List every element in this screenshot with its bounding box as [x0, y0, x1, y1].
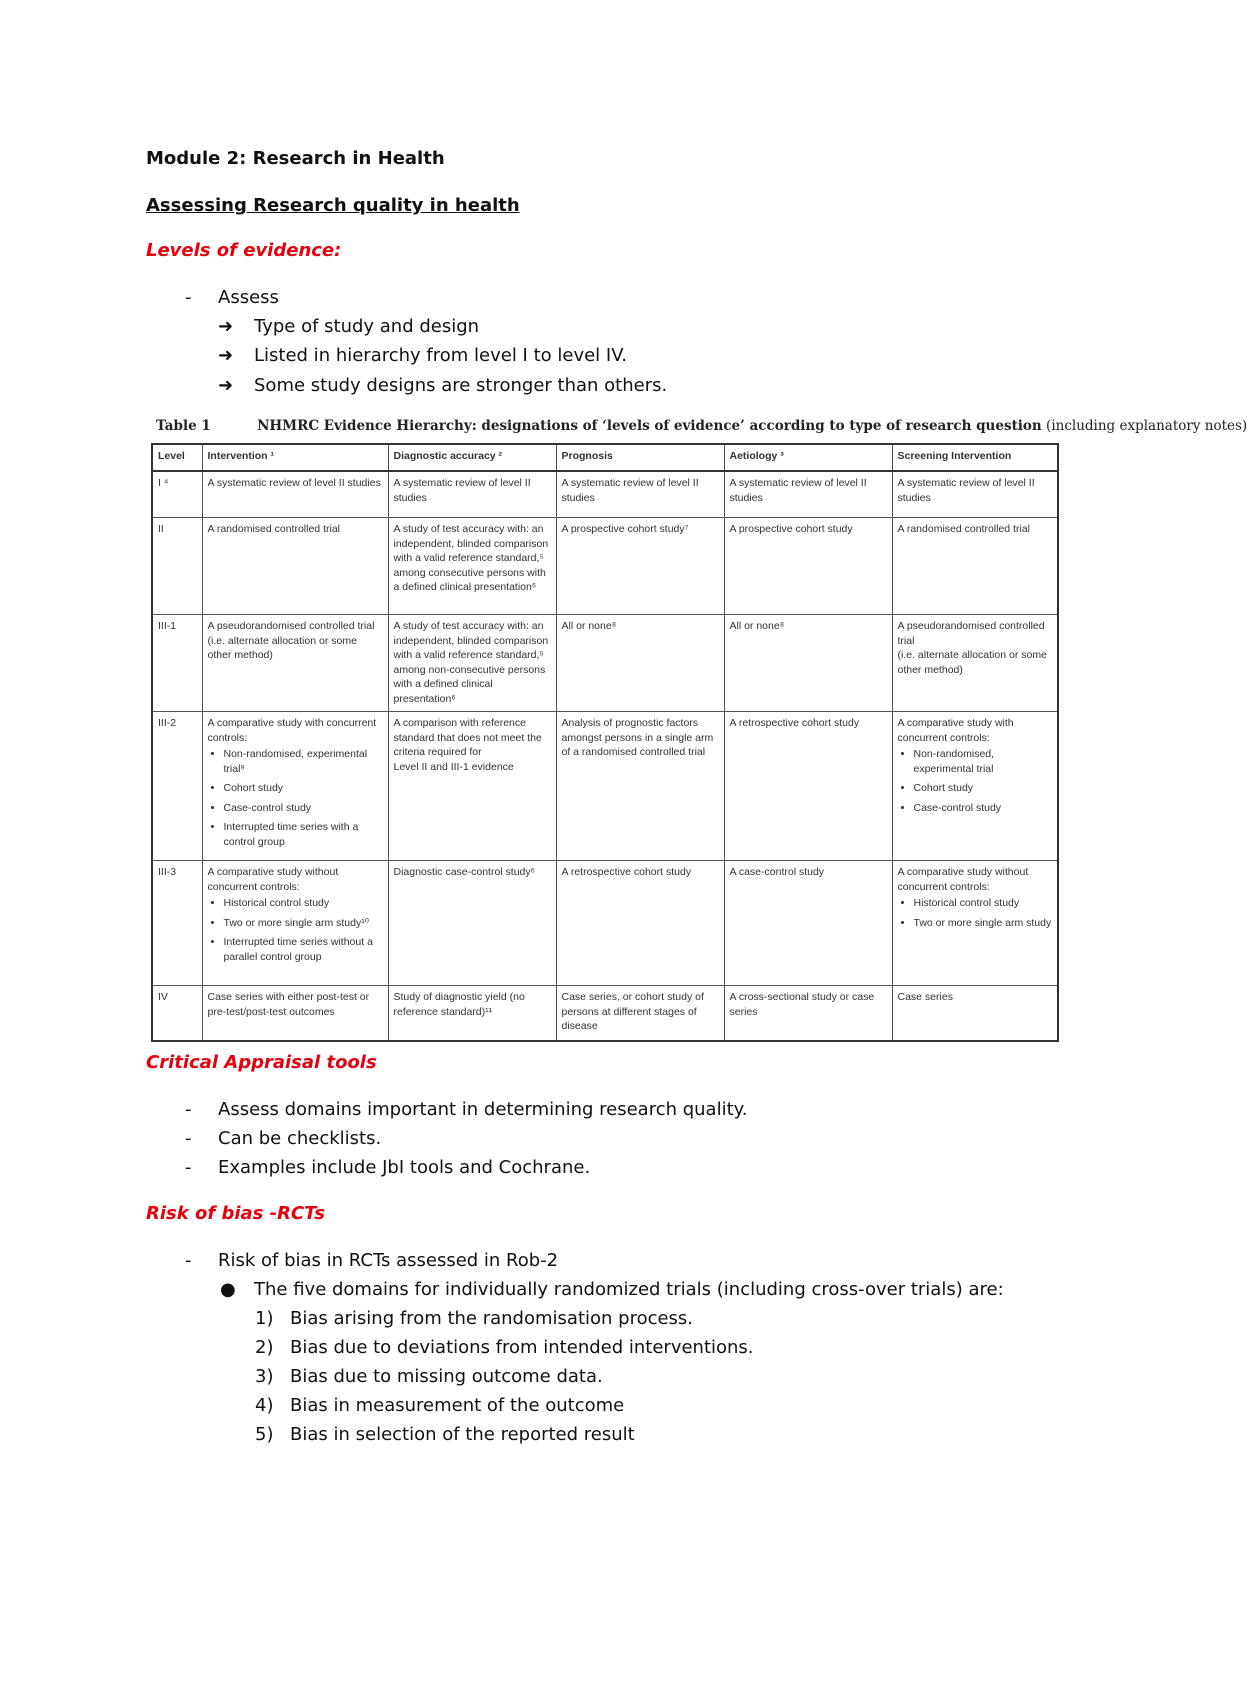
cell-list	[898, 747, 1053, 815]
table-cell: Case series, or cohort study of persons at different stages of disease	[556, 986, 724, 1042]
table-cell: A prospective cohort study⁷	[556, 518, 724, 615]
table-cell: Diagnostic case-control study⁶	[388, 861, 556, 986]
table-cell: A study of test accuracy with: an independent, blinded comparison with a valid reference standard,⁵ among non-consecutive persons with a defined clinical presentation⁶	[388, 615, 556, 712]
dash-marker: -	[185, 1157, 192, 1178]
cell-list	[898, 896, 1053, 930]
list-number: 1)	[255, 1308, 274, 1329]
column-header: Prognosis	[556, 444, 724, 471]
level-cell: III-2	[152, 712, 202, 861]
rob-heading: Risk of bias -RCTs	[146, 1203, 326, 1224]
critical-item: Examples include JbI tools and Cochrane.	[218, 1157, 591, 1178]
list-item: • Case-control study	[224, 801, 383, 816]
rob-domain: Bias in selection of the reported result	[290, 1424, 635, 1445]
table-row	[152, 712, 1058, 861]
table-cell: A systematic review of level II studies	[724, 471, 892, 518]
page-subtitle: Assessing Research quality in health	[146, 195, 520, 216]
rob-item: Risk of bias in RCTs assessed in Rob-2	[218, 1250, 559, 1271]
column-header: Level	[152, 444, 202, 471]
column-header: Screening Intervention	[892, 444, 1058, 471]
table-cell: A study of test accuracy with: an independent, blinded comparison with a valid reference standard,⁵ among consecutive persons with a defined clinical presentation⁶	[388, 518, 556, 615]
dash-marker: -	[185, 1128, 192, 1149]
list-item: • Case-control study	[914, 801, 1053, 816]
cell-list	[208, 896, 383, 964]
critical-heading: Critical Appraisal tools	[146, 1052, 377, 1073]
rob-domain: Bias due to deviations from intended interventions.	[290, 1337, 754, 1358]
table-label: Table 1	[156, 418, 211, 434]
cell-text: A pseudorandomised controlled trial	[897, 620, 1045, 647]
table-caption	[156, 418, 1247, 434]
table-row	[152, 518, 1058, 615]
rob-domain: Bias arising from the randomisation process.	[290, 1308, 694, 1329]
table-cell: All or none⁸	[556, 615, 724, 712]
evidence-hierarchy-table	[151, 443, 1059, 1042]
table-cell: Case series	[892, 986, 1058, 1042]
cell-list	[208, 747, 383, 849]
table-header-row	[152, 444, 1058, 471]
list-item: • Two or more single arm study	[914, 916, 1053, 931]
cell-text: A comparison with reference standard that does not meet the criteria required for	[393, 717, 542, 758]
list-item: • Non-randomised, experimental trial	[914, 747, 1053, 776]
levels-arrow-item: Some study designs are stronger than others.	[254, 375, 668, 396]
column-header: Diagnostic accuracy ²	[388, 444, 556, 471]
arrow-icon: ➜	[218, 345, 234, 366]
list-item: • Historical control study	[914, 896, 1053, 911]
table-cell: A randomised controlled trial	[202, 518, 388, 615]
dash-marker: -	[185, 287, 192, 308]
table-note: (including explanatory notes)	[1046, 418, 1247, 434]
rob-domain: Bias in measurement of the outcome	[290, 1395, 625, 1416]
rob-bullet-text: The five domains for individually randomized trials (including cross-over trials) are:	[254, 1279, 1004, 1300]
table-cell	[388, 712, 556, 861]
list-item: • Two or more single arm study¹⁰	[224, 916, 383, 931]
cell-note: Level II and III-1 evidence	[393, 760, 514, 773]
table-cell: Study of diagnostic yield (no reference standard)¹¹	[388, 986, 556, 1042]
table-cell	[892, 712, 1058, 861]
cell-text: A pseudorandomised controlled trial	[207, 620, 375, 632]
rob-domain: Bias due to missing outcome data.	[290, 1366, 603, 1387]
list-item: • Historical control study	[224, 896, 383, 911]
list-number: 5)	[255, 1424, 274, 1445]
column-header: Intervention ¹	[202, 444, 388, 471]
levels-arrow-item: Listed in hierarchy from level I to level IV.	[254, 345, 627, 366]
list-item: • Interrupted time series without a parallel control group	[224, 935, 383, 964]
list-item: • Cohort study	[914, 781, 1053, 796]
level-cell: IV	[152, 986, 202, 1042]
cell-text: A comparative study with concurrent controls:	[897, 717, 1014, 744]
list-item: • Interrupted time series with a control group	[224, 820, 383, 849]
level-cell: II	[152, 518, 202, 615]
table-cell: A cross-sectional study or case series	[724, 986, 892, 1042]
dash-marker: -	[185, 1250, 192, 1271]
cell-text: A comparative study with concurrent controls:	[207, 717, 377, 744]
table-cell: A retrospective cohort study	[556, 861, 724, 986]
table-cell: Case series with either post-test or pre-test/post-test outcomes	[202, 986, 388, 1042]
cell-text: A comparative study without concurrent controls:	[897, 866, 1029, 893]
cell-note: (i.e. alternate allocation or some other method)	[897, 649, 1047, 676]
table-cell: A retrospective cohort study	[724, 712, 892, 861]
table-cell: Analysis of prognostic factors amongst persons in a single arm of a randomised controlled trial	[556, 712, 724, 861]
table-cell: A randomised controlled trial	[892, 518, 1058, 615]
level-cell: III-3	[152, 861, 202, 986]
table-row	[152, 861, 1058, 986]
critical-item: Assess domains important in determining research quality.	[218, 1099, 748, 1120]
table-row	[152, 986, 1058, 1042]
table-title: NHMRC Evidence Hierarchy: designations of ‘levels of evidence’ according to type of research question	[257, 418, 1042, 434]
column-header: Aetiology ³	[724, 444, 892, 471]
arrow-icon: ➜	[218, 375, 234, 396]
table-cell: A systematic review of level II studies	[892, 471, 1058, 518]
bullet-icon: ●	[220, 1279, 236, 1300]
list-number: 2)	[255, 1337, 274, 1358]
table-cell	[202, 712, 388, 861]
list-item: • Non-randomised, experimental trial⁹	[224, 747, 383, 776]
page-title: Module 2: Research in Health	[146, 148, 445, 169]
level-cell: I ⁴	[152, 471, 202, 518]
table-cell	[202, 861, 388, 986]
table-cell: A case-control study	[724, 861, 892, 986]
level-cell: III-1	[152, 615, 202, 712]
table-cell	[892, 861, 1058, 986]
list-number: 4)	[255, 1395, 274, 1416]
table-cell: A systematic review of level II studies	[202, 471, 388, 518]
levels-heading: Levels of evidence:	[146, 240, 342, 261]
table-cell	[202, 615, 388, 712]
table-row	[152, 471, 1058, 518]
table-cell: A prospective cohort study	[724, 518, 892, 615]
cell-text: A comparative study without concurrent controls:	[207, 866, 339, 893]
table-cell: A systematic review of level II studies	[556, 471, 724, 518]
critical-item: Can be checklists.	[218, 1128, 382, 1149]
table-cell	[892, 615, 1058, 712]
dash-marker: -	[185, 1099, 192, 1120]
levels-arrow-item: Type of study and design	[254, 316, 480, 337]
arrow-icon: ➜	[218, 316, 234, 337]
cell-note: (i.e. alternate allocation or some other method)	[207, 634, 357, 661]
levels-assess: Assess	[218, 287, 279, 308]
table-row	[152, 615, 1058, 712]
list-number: 3)	[255, 1366, 274, 1387]
table-cell: A systematic review of level II studies	[388, 471, 556, 518]
list-item: • Cohort study	[224, 781, 383, 796]
table-cell: All or none⁸	[724, 615, 892, 712]
